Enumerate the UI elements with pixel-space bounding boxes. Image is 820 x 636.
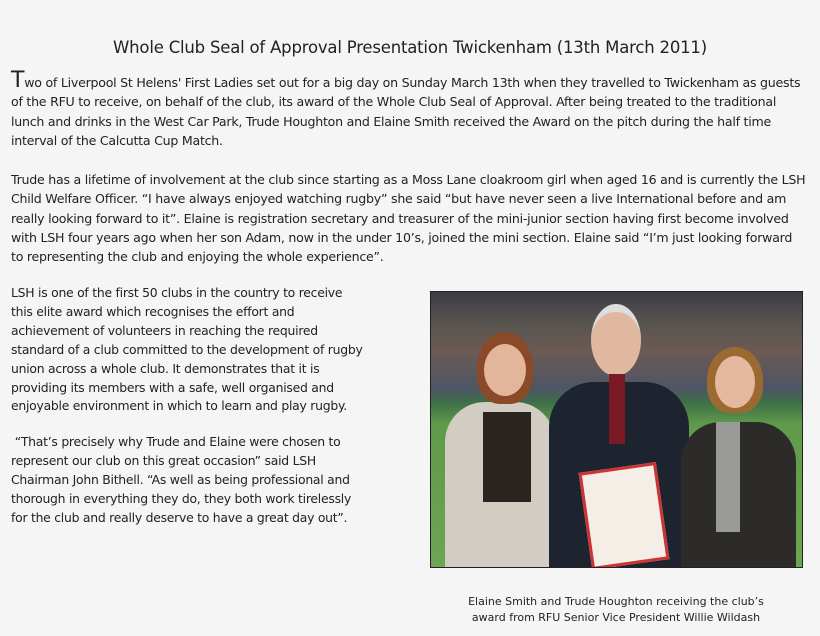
- page-title: Whole Club Seal of Approval Presentation Twickenham (13th March 2011): [113, 38, 707, 57]
- drop-cap: T: [11, 68, 25, 93]
- text-line: for the club and really deserve to have a great day out”.: [11, 509, 348, 525]
- text-line: wo of Liverpool St Helens' First Ladies set out for a big day on Sunday March 13th when they travelled to Twickenham as guests: [24, 75, 801, 90]
- text-line: represent our club on this great occasion” said LSH: [11, 452, 316, 468]
- text-line: interval of the Calcutta Cup Match.: [11, 132, 223, 148]
- text-line: lunch and drinks in the West Car Park, Trude Houghton and Elaine Smith received the Award on the pitch during the half time: [11, 113, 772, 129]
- text-line: this elite award which recognises the effort and: [11, 303, 295, 319]
- award-paragraph: [11, 284, 363, 416]
- intro-paragraph: [11, 68, 801, 150]
- text-line: of the RFU to receive, on behalf of the club, its award of the Whole Club Seal of Approval. After being treated to the traditional: [11, 94, 777, 110]
- text-line: really looking forward to it”. Elaine is registration secretary and treasurer of the mini-junior section having first become involved: [11, 210, 789, 226]
- text-line: LSH is one of the first 50 clubs in the country to receive: [11, 285, 343, 300]
- text-line: Trude has a lifetime of involvement at the club since starting as a Moss Lane cloakroom girl when aged 16 and is currently the LSH: [11, 172, 806, 187]
- text-line: to representing the club and enjoying the whole experience”.: [11, 249, 384, 265]
- chairman-quote-paragraph: [11, 433, 351, 528]
- photo-caption: [430, 594, 802, 626]
- caption-line: award from RFU Senior Vice President Willie Wildash: [471, 611, 761, 624]
- text-line: Chairman John Bithell. “As well as being professional and: [11, 471, 350, 487]
- text-line: “That’s precisely why Trude and Elaine were chosen to: [11, 434, 341, 449]
- text-line: providing its members with a safe, well organised and: [11, 379, 334, 395]
- caption-line: Elaine Smith and Trude Houghton receiving the club’s: [468, 595, 764, 608]
- text-line: enjoyable environment in which to learn and play rugby.: [11, 398, 347, 414]
- text-line: standard of a club committed to the development of rugby: [11, 341, 363, 357]
- text-line: achievement of volunteers in reaching the required: [11, 322, 318, 338]
- text-line: Child Welfare Officer. “I have always enjoyed watching rugby” she said “but have never seen a live International before and am: [11, 191, 787, 207]
- award-certificate: [579, 462, 670, 568]
- presentation-photo: [430, 291, 803, 568]
- text-line: thorough in everything they do, they both work tirelessly: [11, 490, 352, 506]
- text-line: union across a whole club. It demonstrates that it is: [11, 360, 320, 376]
- text-line: with LSH four years ago when her son Adam, now in the under 10’s, joined the mini section. Elaine said “I’m just looking forward: [11, 229, 793, 245]
- trude-paragraph: [11, 170, 805, 266]
